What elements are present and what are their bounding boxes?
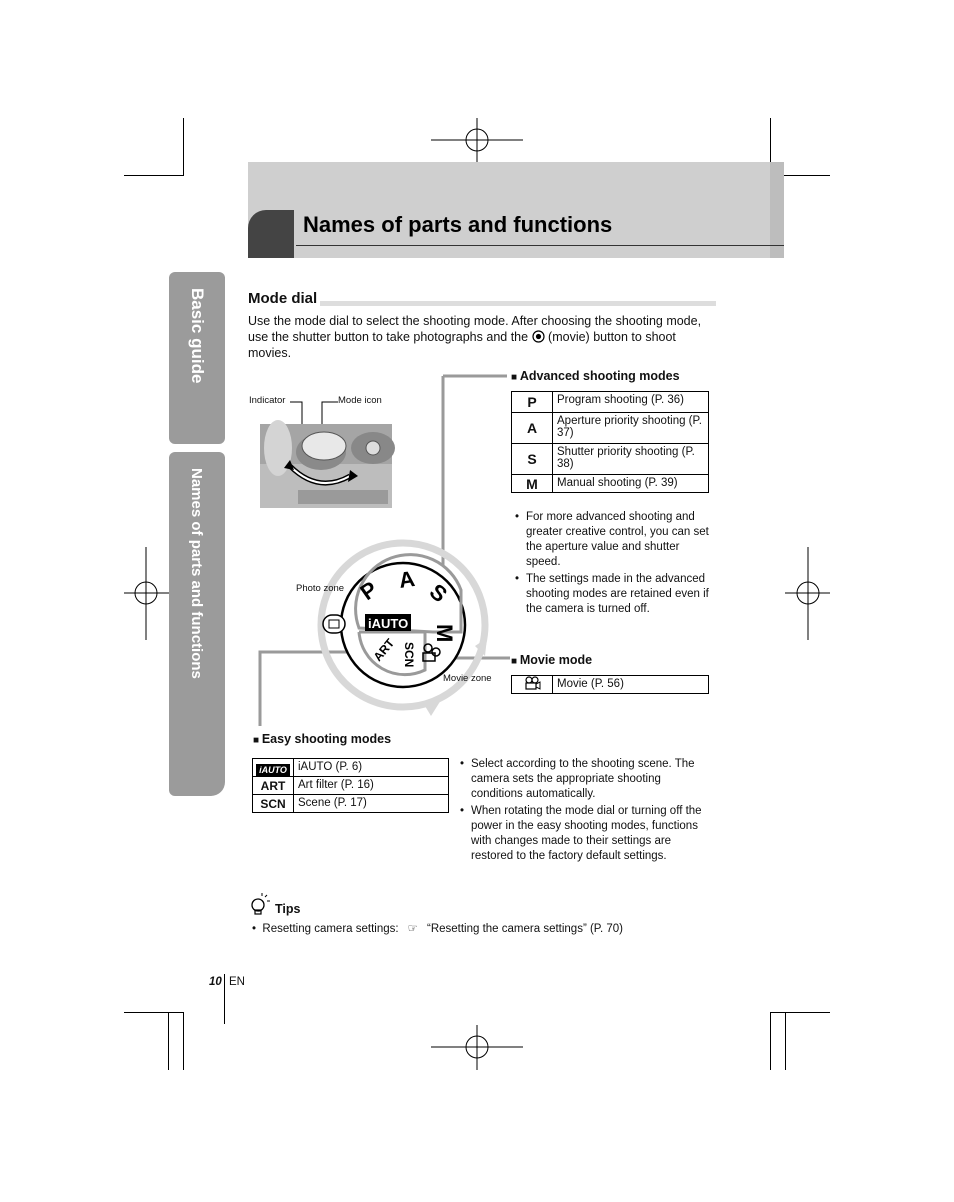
- movie-button-icon: [532, 330, 545, 343]
- easy-bullets: [459, 757, 709, 866]
- table-row: ART Art filter (P. 16): [253, 777, 449, 795]
- tips-heading: Tips: [275, 902, 301, 916]
- list-item: • Select according to the shooting scene. The camera sets the appropriate shooting conditions automatically.: [459, 757, 709, 802]
- language-code: EN: [229, 976, 245, 988]
- dial-m: M: [432, 624, 457, 643]
- side-tab-label: Names of parts and functions: [188, 468, 205, 679]
- table-row: Movie (P. 56): [512, 676, 709, 694]
- easy-heading: ■ Easy shooting modes: [253, 732, 391, 746]
- advanced-table: [511, 391, 709, 493]
- movie-table: [511, 675, 709, 694]
- movie-heading: ■ Movie mode: [511, 653, 592, 667]
- label-mode-icon: Mode icon: [338, 395, 382, 406]
- title-rule: [296, 245, 784, 246]
- intro-text: Use the mode dial to select the shooting mode. After choosing the shooting mode, use the shutter button to take photographs and the (movie) button to shoot movies.: [248, 314, 702, 360]
- list-item: • For more advanced shooting and greater creative control, you can set the aperture value and shutter speed.: [514, 510, 710, 570]
- easy-table: [252, 758, 449, 813]
- table-row: A Aperture priority shooting (P. 37): [512, 413, 709, 444]
- footer-divider: [224, 974, 225, 1024]
- table-row: P Program shooting (P. 36): [512, 392, 709, 413]
- dial-s: S: [424, 578, 453, 608]
- list-item: • The settings made in the advanced shooting modes are retained even if the camera is turned off.: [514, 572, 710, 617]
- section-title: Mode dial: [248, 290, 318, 307]
- table-row: SCN Scene (P. 17): [253, 795, 449, 813]
- page-title: Names of parts and functions: [303, 212, 613, 237]
- page-number: 10: [209, 976, 222, 988]
- dial-iauto: iAUTO: [368, 616, 409, 631]
- leader-easy: [260, 652, 355, 726]
- label-photo-zone: Photo zone: [296, 583, 345, 594]
- side-tab-basic-guide[interactable]: [169, 272, 225, 444]
- side-tab-names-of-parts[interactable]: [169, 452, 225, 796]
- section-rule: [320, 301, 716, 306]
- advanced-heading: ■ Advanced shooting modes: [511, 369, 680, 383]
- tips-item: • Resetting camera settings: ☞ “Resetting the camera settings” (P. 70): [252, 923, 624, 935]
- table-row: iAUTO iAUTO (P. 6): [253, 759, 449, 777]
- table-row: S Shutter priority shooting (P. 38): [512, 444, 709, 475]
- header-tab: [248, 210, 294, 258]
- dial-art: ART: [370, 636, 398, 664]
- lightbulb-icon: [248, 893, 272, 917]
- label-movie-zone: Movie zone: [443, 673, 492, 684]
- table-row: M Manual shooting (P. 39): [512, 475, 709, 493]
- list-item: • When rotating the mode dial or turning off the power in the easy shooting modes, functions with changes made to their settings are restored to the factory default settings.: [459, 804, 709, 864]
- movie-camera-icon: [523, 676, 541, 690]
- side-tab-label: Basic guide: [188, 288, 207, 384]
- dial-a: A: [397, 565, 417, 593]
- label-indicator: Indicator: [249, 395, 286, 406]
- reference-hand-icon: ☞: [407, 923, 418, 935]
- dial-p: P: [355, 576, 382, 606]
- header-band: [248, 162, 784, 258]
- dial-scn: SCN: [402, 642, 416, 668]
- advanced-bullets: [514, 510, 710, 619]
